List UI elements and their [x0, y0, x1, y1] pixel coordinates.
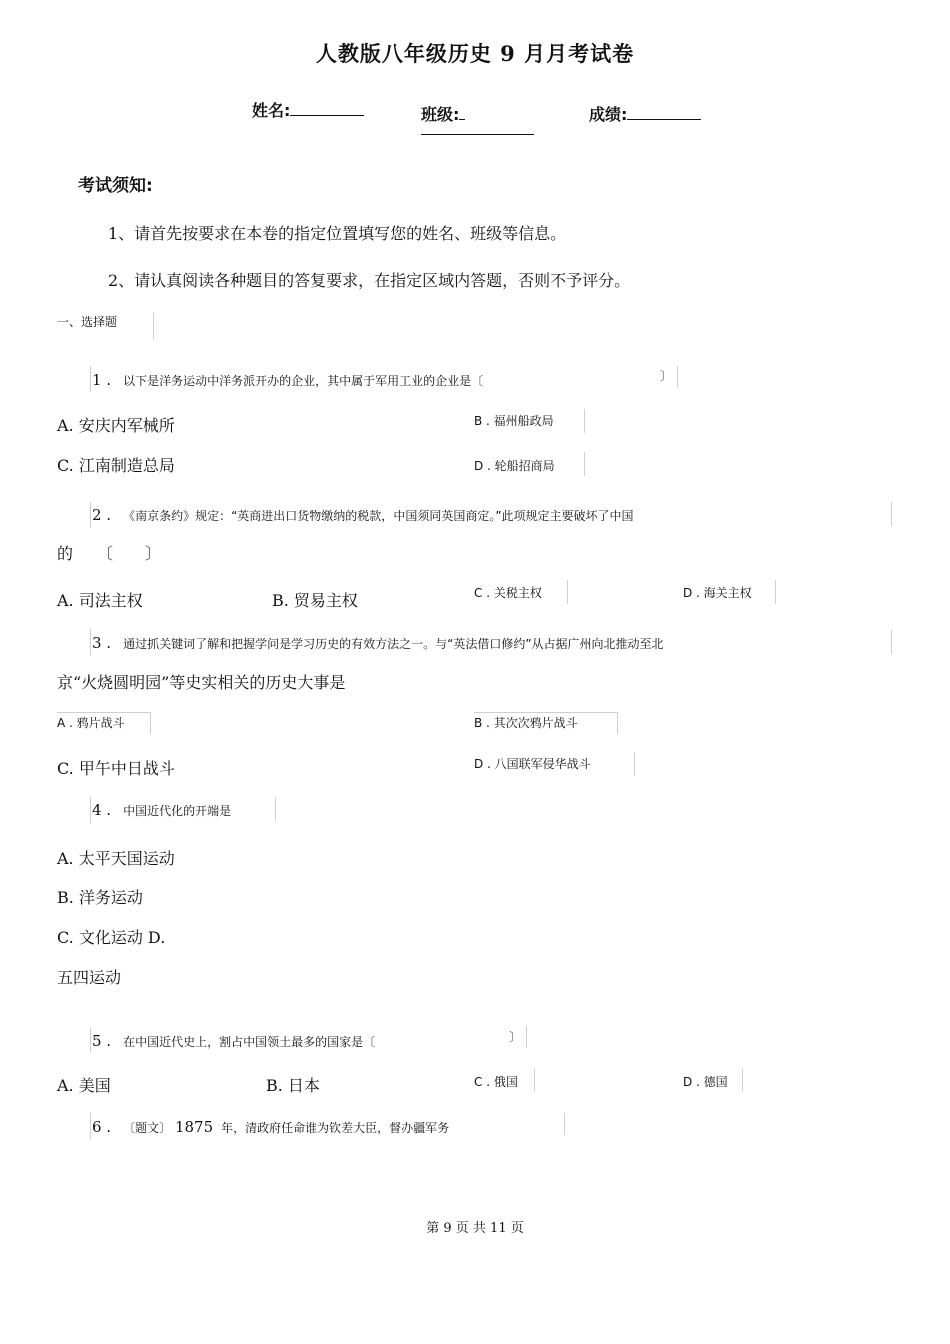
- q2-option-b[interactable]: B. 贸易主权: [272, 591, 358, 610]
- q4-left-rule: [90, 797, 91, 823]
- name-blank[interactable]: [290, 101, 364, 116]
- q3-b-top-rule: [474, 712, 618, 713]
- q5-option-b[interactable]: B. 日本: [266, 1076, 320, 1095]
- q2-d-rule: [775, 580, 776, 604]
- q5-bracket-close: 〕: [509, 1030, 522, 1044]
- q3-d-rule: [634, 752, 635, 776]
- q5-left-rule: [90, 1027, 91, 1053]
- q3-left-rule: [90, 629, 91, 655]
- q1-option-b[interactable]: B . 福州船政局: [474, 414, 554, 428]
- q5-c-rule: [534, 1069, 535, 1091]
- q5-stem: [92, 1032, 375, 1050]
- q2-option-d[interactable]: D . 海关主权: [683, 586, 752, 600]
- q3-option-d[interactable]: D . 八国联军侵华战斗: [474, 757, 591, 771]
- q4-number: 4 .: [92, 801, 112, 819]
- q2-stem-continued: 的 〔 〕: [57, 544, 162, 563]
- q1-option-d[interactable]: D . 轮船招商局: [474, 459, 555, 473]
- q2-option-a[interactable]: A. 司法主权: [57, 591, 143, 610]
- q3-option-b[interactable]: B . 其次次鸦片战斗: [474, 716, 578, 730]
- q4-right-rule: [275, 797, 276, 821]
- page-number-footer: 第 9 页 共 11 页: [426, 1221, 524, 1236]
- q6-year: 1875: [174, 1118, 214, 1136]
- q5-text: 在中国近代史上，割占中国领土最多的国家是〔: [123, 1035, 376, 1049]
- q2-number: 2 .: [92, 506, 112, 524]
- q3-b-rule: [617, 712, 618, 734]
- q1-d-rule: [584, 452, 585, 476]
- q1-number: 1 .: [92, 371, 112, 389]
- q2-c-rule: [567, 580, 568, 604]
- q1-option-a[interactable]: A. 安庆内军械所: [57, 416, 175, 435]
- notice-item-1: 1、请首先按要求在本卷的指定位置填写您的姓名、班级等信息。: [108, 224, 567, 243]
- q3-stem: [92, 634, 664, 652]
- q6-left-rule: [90, 1113, 91, 1139]
- q4-option-d[interactable]: 五四运动: [57, 968, 122, 987]
- q3-right-rule: [891, 630, 892, 654]
- q4-option-c[interactable]: C. 文化运动 D.: [57, 928, 166, 947]
- class-label: 班级:: [421, 105, 460, 124]
- exam-title: 人教版八年级历史 9 月月考试卷: [315, 41, 635, 66]
- q4-option-a[interactable]: A. 太平天国运动: [57, 849, 175, 868]
- q4-stem: [92, 801, 231, 819]
- q1-right-rule: [677, 366, 678, 388]
- notice-item-2: 2、请认真阅读各种题目的答复要求，在指定区域内答题，否则不予评分。: [108, 271, 631, 290]
- q5-option-d[interactable]: D . 德国: [683, 1075, 728, 1089]
- q3-stem-continued: 京“火烧圆明园”等史实相关的历史大事是: [57, 673, 346, 692]
- q5-option-c[interactable]: C . 俄国: [474, 1075, 518, 1089]
- q4-option-b[interactable]: B. 洋务运动: [57, 888, 143, 907]
- q1-option-c[interactable]: C. 江南制造总局: [57, 456, 175, 475]
- q6-text: 年，清政府任命谁为钦差大臣，督办疆军务: [221, 1121, 450, 1135]
- q1-bracket-close: 〕: [660, 369, 673, 383]
- q6-stem: [92, 1118, 449, 1136]
- q2-option-c[interactable]: C . 关税主权: [474, 586, 542, 600]
- q2-text: 《南京条约》规定：“英商进出口货物缴纳的税款，中国须同英国商定。”此项规定主要破坏了中国: [123, 509, 634, 523]
- score-blank[interactable]: [627, 105, 701, 120]
- section-divider: [153, 313, 154, 339]
- score-label: 成绩:: [589, 105, 628, 124]
- class-blank-underline: [421, 134, 534, 135]
- name-field[interactable]: [252, 98, 364, 121]
- q4-text: 中国近代化的开端是: [123, 804, 232, 818]
- q3-a-rule: [150, 712, 151, 734]
- class-blank[interactable]: [459, 105, 465, 120]
- name-label: 姓名:: [252, 101, 291, 120]
- q2-right-rule: [891, 502, 892, 526]
- q6-tag: 〔题文〕: [123, 1121, 172, 1135]
- q5-d-rule: [742, 1069, 743, 1091]
- q3-number: 3 .: [92, 634, 112, 652]
- q3-text: 通过抓关键词了解和把握学问是学习历史的有效方法之一。与“英法借口修约”从占据广州向北推动至北: [123, 637, 664, 651]
- q5-number: 5 .: [92, 1032, 112, 1050]
- class-field[interactable]: [421, 102, 465, 125]
- score-field[interactable]: [589, 102, 701, 125]
- q5-right-rule: [526, 1026, 527, 1048]
- q3-a-top-rule: [57, 712, 151, 713]
- q5-option-a[interactable]: A. 美国: [57, 1076, 111, 1095]
- q2-stem: [92, 506, 634, 524]
- q1-left-rule: [90, 366, 91, 392]
- section-title: 一、选择题: [57, 315, 118, 329]
- q1-text: 以下是洋务运动中洋务派开办的企业，其中属于军用工业的企业是〔: [123, 374, 484, 388]
- q3-option-c[interactable]: C. 甲午中日战斗: [57, 759, 175, 778]
- q6-right-rule: [564, 1113, 565, 1135]
- notice-heading: 考试须知:: [78, 176, 153, 196]
- q3-option-a[interactable]: A . 鸦片战斗: [57, 716, 125, 730]
- q6-number: 6 .: [92, 1118, 112, 1136]
- q1-b-rule: [584, 409, 585, 433]
- q2-left-rule: [90, 502, 91, 528]
- q1-stem: [92, 371, 483, 389]
